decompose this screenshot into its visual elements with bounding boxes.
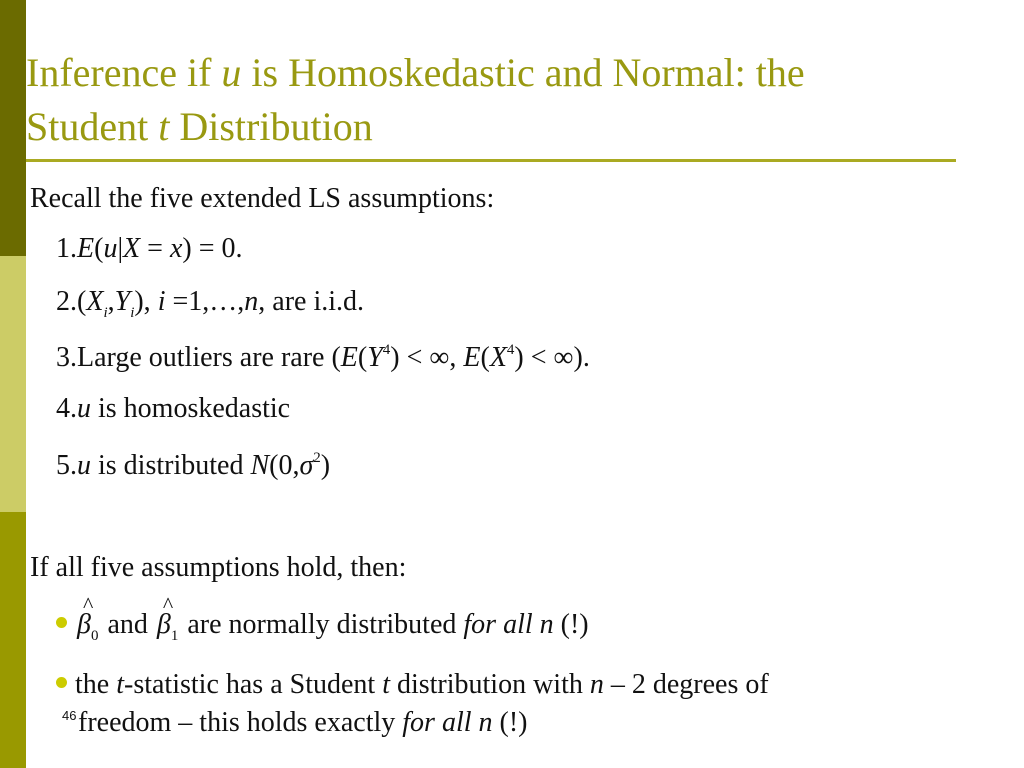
sidebar-segment-middle bbox=[0, 256, 26, 512]
title-u: u bbox=[221, 50, 242, 95]
sidebar-segment-top bbox=[0, 0, 26, 256]
title-text: Inference if bbox=[26, 50, 222, 95]
page-number: 46 bbox=[62, 708, 77, 723]
intro-text: Recall the five extended LS assumptions: bbox=[30, 183, 495, 214]
title-text: is Homoskedastic and Normal: the bbox=[241, 50, 805, 95]
bullet-dot-icon bbox=[56, 617, 67, 628]
assumption-3: 3.Large outliers are rare ($E(Y^4)$ < ∞, $E(X^4)$ < ∞). bbox=[56, 341, 590, 373]
bullet-item-2-continued: freedom – this holds exactly for all n (!) bbox=[78, 707, 528, 738]
title-text: Distribution bbox=[169, 104, 373, 149]
slide-title bbox=[26, 46, 1016, 154]
bullet-dot-icon bbox=[56, 677, 67, 688]
conclusion-intro: If all five assumptions hold, then: bbox=[30, 552, 407, 583]
sidebar-accent bbox=[0, 0, 26, 768]
assumption-2: $2.(X_i,Y_i)$, i =1,…,n, are i.i.d. bbox=[56, 286, 365, 321]
assumption-4: 4.u is homoskedastic bbox=[56, 393, 291, 424]
beta0-hat: ^ $\beta_0$ bbox=[77, 592, 99, 644]
beta1-hat: ^ $\beta_1$ bbox=[156, 592, 179, 644]
title-text: Student bbox=[26, 104, 159, 149]
assumption-1: 1.E(u|X = x) = 0. bbox=[56, 233, 243, 264]
bullet-item-1: ^ $\beta_0$ and ^ $\beta_1$ are normally distributed for all n (!) bbox=[56, 608, 589, 642]
title-divider bbox=[26, 159, 956, 162]
bullet-item-2: the t-statistic has a Student t distribution with n – 2 degrees of bbox=[56, 668, 769, 702]
assumption-5: 5.u is distributed $N(0,\sigma^2)$ bbox=[56, 449, 331, 481]
title-t: t bbox=[158, 104, 170, 149]
sidebar-segment-bottom bbox=[0, 512, 26, 768]
